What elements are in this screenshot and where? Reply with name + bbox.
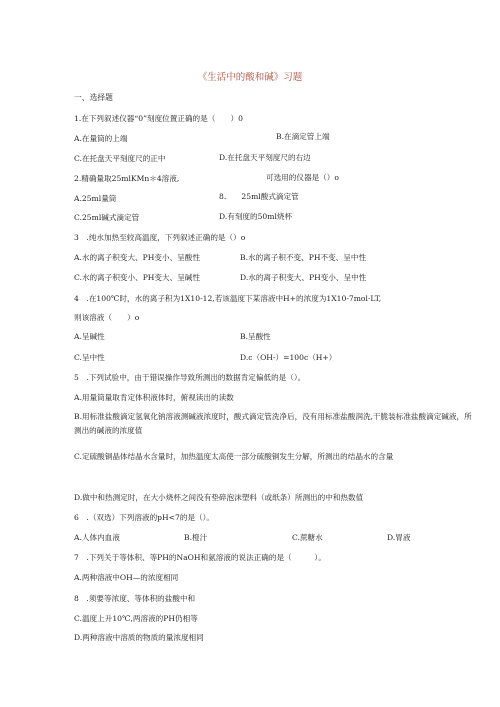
question-4-option-b: B.呈酸性	[240, 332, 271, 341]
question-5-option-c: C.定硫酸铜晶体结晶水含量时，加热温度太高使一部分硫酸铜发生分解，所测出的结晶水的含量	[74, 452, 394, 461]
question-2-option-d: D.有刻度的50ml烧杯	[219, 212, 293, 221]
question-6-option-c: C.蔗糖水	[292, 533, 323, 542]
question-1-option-d: D.在托盘天平刻度尺的右边	[219, 153, 311, 162]
question-2-stem: 2.精确量取25mlKMn＊4溶液,	[74, 174, 180, 183]
question-7-stem: 7 .下列关于等体积、等PH的NaOH和氨溶液的说法正确的是（ ）。	[74, 553, 326, 562]
question-2-option-b: 8. 25ml酸式滴定管	[219, 192, 299, 201]
question-5-option-b: B.用标准盐酸滴定氢氧化钠溶液测碱液浓度时，酸式滴定管洗净后，没有用标准盐酸润洗,干脆装标准盐酸滴定碱液，所测出的碱液的浓度值	[74, 412, 472, 435]
question-4-option-c: C.呈中性	[74, 353, 105, 362]
question-6-option-d: D.胃液	[387, 533, 411, 542]
question-7-option-a: A.两种溶液中OH—的浓度相同	[74, 573, 179, 582]
question-1-option-c: C.在托盘天平刻度尺的正中	[74, 154, 166, 163]
question-7-option-d: D.两种溶液中溶质的物质的量浓度相同	[74, 633, 204, 642]
question-3-option-d: D.水的离子积变大、PH变小、呈中性	[240, 273, 367, 282]
question-5-option-d: D.做中和热测定时，在大小烧杯之间没有垫碎泡沫塑料（或纸条）所测出的中和热数值	[74, 493, 364, 502]
question-3-option-a: A.水的离子积变大、PH变小、呈酸性	[74, 253, 200, 262]
question-6-stem: 6 .（双选）下列溶液的pH<7的是（）。	[74, 513, 215, 522]
question-2-stem-tail: 可选用的仪器是（）o	[266, 173, 339, 182]
question-4-option-d: D.c（OH-）=100c（H+）	[240, 353, 337, 362]
question-4-option-a: A.呈碱性	[74, 332, 105, 341]
question-3-option-b: B.水的离子积不变、PH不变、呈中性	[240, 253, 367, 262]
section-heading: 一、选择题	[74, 93, 113, 102]
question-7-option-b: 8 .须要等浓度、等体积的盐酸中和	[74, 594, 196, 603]
question-4-stem-continued: 则该溶液（ ）o	[74, 313, 140, 322]
question-5-stem: 5 .下列试验中，由于错误操作导致所测出的数据肯定偏低的是（）。	[74, 373, 306, 382]
question-4-stem: 4 .在100℃时，水的离子积为1X10-12,若该温度下某溶液中H+的浓度为1X10-7mol·LT,	[74, 294, 382, 303]
question-3-option-c: C.水的离子积变小、PH变大、呈碱性	[74, 273, 200, 282]
question-7-option-c: C.温度上升10℃,两溶液的PH仍相等	[74, 614, 198, 623]
question-1-stem: 1.在下列叙述仪器“0”刻度位置正确的是（ ）0	[74, 114, 243, 123]
question-6-option-b: B.橙汁	[184, 533, 208, 542]
document-title: 《生活中的酸和碱》习题	[197, 72, 303, 83]
question-3-stem: 3 .纯水加热至较高温度，下列叙述正确的是（）o	[74, 233, 246, 242]
question-2-option-a: A.25ml量筒	[74, 194, 117, 203]
question-2-option-c: C.25ml碱式滴定管	[74, 213, 140, 222]
question-5-option-a: A.用量筒量取肯定体积液体时，俯视读出的读数	[74, 393, 234, 402]
question-1-option-a: A.在量筒的上端	[74, 134, 128, 143]
question-1-option-b: B.在滴定管上端	[276, 132, 330, 141]
question-6-option-a: A.人体内血液	[74, 533, 120, 542]
